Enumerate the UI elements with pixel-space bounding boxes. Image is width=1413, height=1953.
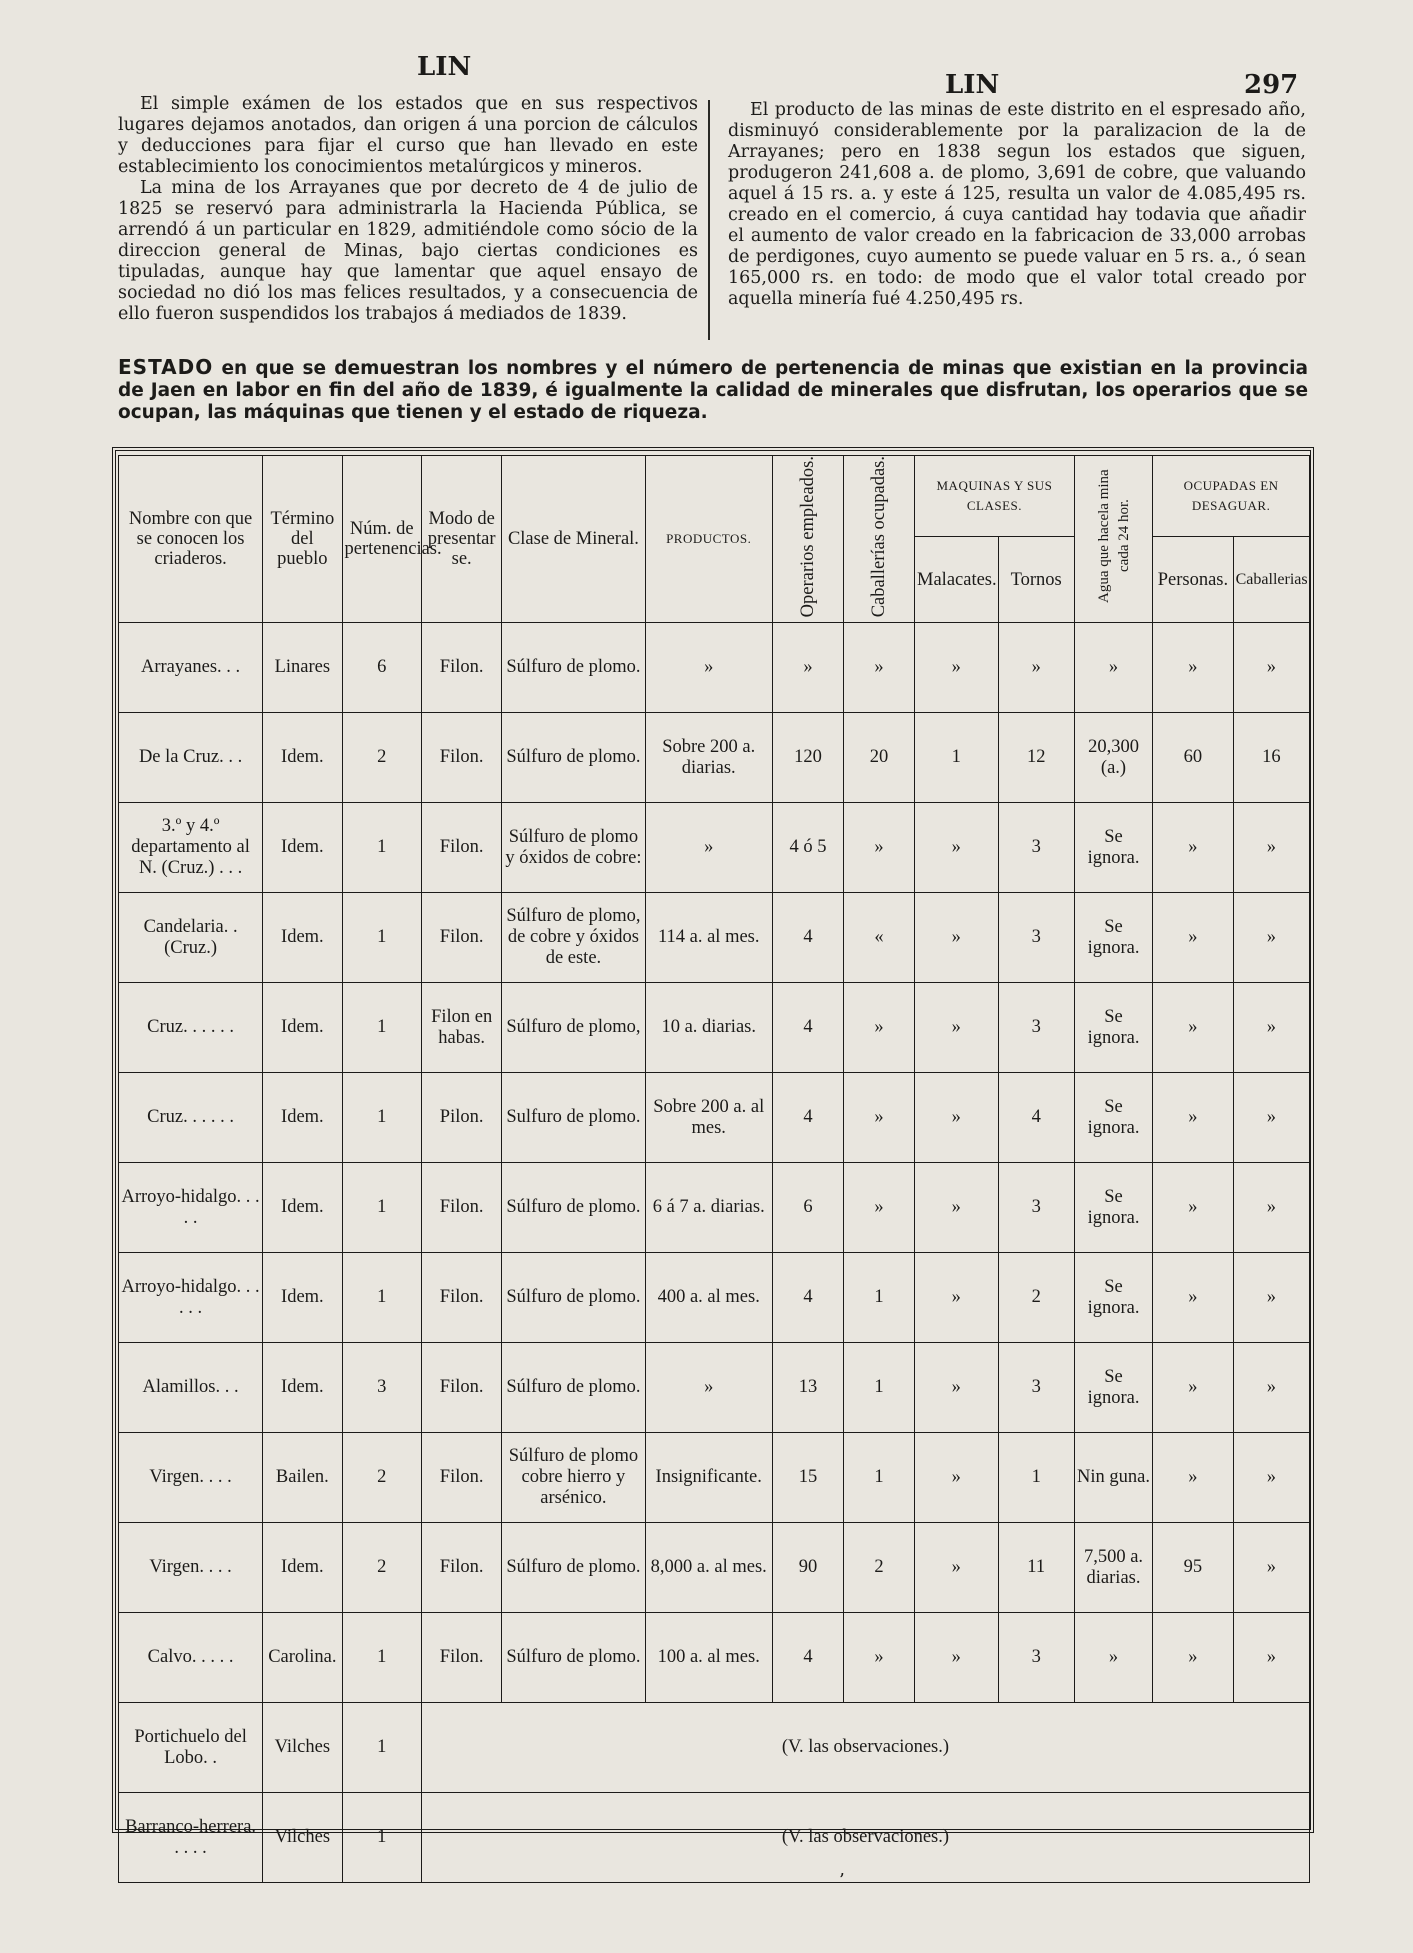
cell-malacates: » (915, 803, 999, 893)
col-num: Núm. de pertenencias. (342, 456, 421, 623)
cell-modo: Filon. (421, 713, 501, 803)
cell-nombre: Virgen. . . . (119, 1523, 263, 1613)
cell-malacates: » (915, 893, 999, 983)
cell-operarios: 4 (772, 893, 843, 983)
cell-operarios: 90 (772, 1523, 843, 1613)
cell-cab: » (1233, 1073, 1309, 1163)
cell-nombre: Barranco-herrera. . . . . (119, 1793, 263, 1883)
table-row (119, 1523, 1310, 1613)
cell-nombre: Arroyo-hidalgo. . . . . (119, 1163, 263, 1253)
cell-operarios: 4 ó 5 (772, 803, 843, 893)
cell-operarios: 6 (772, 1163, 843, 1253)
cell-agua: » (1074, 1613, 1152, 1703)
col-tornos: Tornos (998, 537, 1074, 623)
table-title (118, 356, 1308, 424)
cell-nombre: De la Cruz. . . (119, 713, 263, 803)
cell-agua: Nin guna. (1074, 1433, 1152, 1523)
cell-cab: » (1233, 1163, 1309, 1253)
cell-operarios: 4 (772, 1073, 843, 1163)
cell-tornos: 3 (998, 803, 1074, 893)
cell-num: 1 (342, 803, 421, 893)
cell-personas: » (1153, 1253, 1233, 1343)
left-column-text (118, 94, 698, 325)
cell-productos: Insignificante. (645, 1433, 772, 1523)
table-row (119, 803, 1310, 893)
cell-cab: » (1233, 1433, 1309, 1523)
cell-observaciones: (V. las observaciones.) (421, 1703, 1309, 1793)
col-operarios-label: Operarios empleados. (797, 456, 818, 618)
cell-tornos: 4 (998, 1073, 1074, 1163)
cell-caballerias: « (843, 893, 914, 983)
cell-termino: Vilches (263, 1703, 342, 1793)
cell-malacates: » (915, 983, 999, 1073)
cell-personas: » (1153, 1163, 1233, 1253)
cell-caballerias: » (843, 1613, 914, 1703)
cell-operarios: 4 (772, 1253, 843, 1343)
cell-nombre: Arrayanes. . . (119, 623, 263, 713)
cell-clase: Súlfuro de plomo. (502, 623, 645, 713)
cell-modo: Filon. (421, 1253, 501, 1343)
cell-operarios: 120 (772, 713, 843, 803)
cell-nombre: Cruz. . . . . . (119, 1073, 263, 1163)
cell-caballerias: 20 (843, 713, 914, 803)
cell-nombre: Calvo. . . . . (119, 1613, 263, 1703)
cell-nombre: Arroyo-hidalgo. . . . . . (119, 1253, 263, 1343)
cell-malacates: » (915, 1343, 999, 1433)
cell-agua: Se ignora. (1074, 1253, 1152, 1343)
cell-clase: Súlfuro de plomo. (502, 1613, 645, 1703)
cell-caballerias: 1 (843, 1433, 914, 1523)
cell-productos: 6 á 7 a. diarias. (645, 1163, 772, 1253)
cell-nombre: Virgen. . . . (119, 1433, 263, 1523)
cell-agua: Se ignora. (1074, 803, 1152, 893)
cell-modo: Filon. (421, 1433, 501, 1523)
cell-caballerias: » (843, 1163, 914, 1253)
col-personas: Personas. (1153, 537, 1233, 623)
cell-termino: Linares (263, 623, 342, 713)
table-row (119, 1343, 1310, 1433)
col-agua (1074, 456, 1152, 623)
cell-num: 6 (342, 623, 421, 713)
cell-agua: Se ignora. (1074, 1073, 1152, 1163)
cell-caballerias: 1 (843, 1253, 914, 1343)
table-header (119, 456, 1310, 623)
cell-personas: 95 (1153, 1523, 1233, 1613)
col-caballerias-label: Caballerías ocupadas. (869, 456, 889, 618)
cell-tornos: » (998, 623, 1074, 713)
cell-operarios: 4 (772, 983, 843, 1073)
cell-cab: » (1233, 983, 1309, 1073)
cell-num: 1 (342, 893, 421, 983)
cell-tornos: 3 (998, 1613, 1074, 1703)
cell-tornos: 2 (998, 1253, 1074, 1343)
cell-num: 1 (342, 1073, 421, 1163)
cell-malacates: » (915, 1073, 999, 1163)
table-row (119, 1073, 1310, 1163)
cell-clase: Súlfuro de plomo cobre hierro y arsénico. (502, 1433, 645, 1523)
paragraph: El simple exámen de los estados que en sus respectivos lugares dejamos anotados, dan origen á una porcion de cálculos y deducciones para fijar el curso que han llevado en este establecimiento los conocimientos metalúrgicos y mineros. (118, 94, 698, 177)
cell-productos: 400 a. al mes. (645, 1253, 772, 1343)
table-row-observation (119, 1793, 1310, 1883)
cell-cab: » (1233, 803, 1309, 893)
cell-productos: 100 a. al mes. (645, 1613, 772, 1703)
cell-malacates: » (915, 623, 999, 713)
cell-agua: Se ignora. (1074, 893, 1152, 983)
column-divider (708, 100, 710, 340)
cell-productos: Sobre 200 a. al mes. (645, 1073, 772, 1163)
cell-personas: » (1153, 1433, 1233, 1523)
cell-agua: 20,300 (a.) (1074, 713, 1152, 803)
cell-tornos: 11 (998, 1523, 1074, 1613)
table-title-text: en que se demuestran los nombres y el número de pertenencia de minas que existian en la provincia de Jaen en labor en fin del año de 1839, é igualmente la calidad de minerales que disfrutan, los operarios que se ocupan, las máquinas que tienen y el estado de riqueza. (118, 358, 1308, 423)
cell-caballerias: » (843, 623, 914, 713)
cell-tornos: 1 (998, 1433, 1074, 1523)
cell-termino: Idem. (263, 1163, 342, 1253)
cell-cab: 16 (1233, 713, 1309, 803)
table-row (119, 983, 1310, 1073)
cell-modo: Filon. (421, 1343, 501, 1433)
col-caballerias-desague: Caballerias (1233, 537, 1309, 623)
cell-clase: Súlfuro de plomo. (502, 1253, 645, 1343)
table-row (119, 893, 1310, 983)
cell-termino: Idem. (263, 1523, 342, 1613)
cell-cab: » (1233, 1523, 1309, 1613)
cell-tornos: 3 (998, 893, 1074, 983)
cell-personas: » (1153, 1343, 1233, 1433)
running-head-left: LIN (417, 52, 472, 82)
cell-clase: Súlfuro de plomo. (502, 1163, 645, 1253)
table-body (119, 623, 1310, 1883)
col-operarios (772, 456, 843, 623)
cell-caballerias: » (843, 1073, 914, 1163)
cell-caballerias: » (843, 983, 914, 1073)
cell-malacates: » (915, 1523, 999, 1613)
cell-modo: Pilon. (421, 1073, 501, 1163)
cell-caballerias: 1 (843, 1343, 914, 1433)
cell-nombre: Cruz. . . . . . (119, 983, 263, 1073)
cell-modo: Filon. (421, 1523, 501, 1613)
col-productos: PRODUCTOS. (645, 456, 772, 623)
cell-num: 2 (342, 1433, 421, 1523)
cell-tornos: 12 (998, 713, 1074, 803)
table-row (119, 1253, 1310, 1343)
cell-clase: Súlfuro de plomo. (502, 713, 645, 803)
paragraph: La mina de los Arrayanes que por decreto de 4 de julio de 1825 se reservó para administrarla la Hacienda Pública, se arrendó á un particular en 1829, admitiéndole como sócio de la direccion general de Minas, bajo ciertas condiciones es tipuladas, aunque hay que lamentar que aquel ensayo de sociedad no dió los mas felices resultados, y a consecuencia de ello fueron suspendidos los trabajos á mediados de 1839. (118, 178, 698, 324)
right-column-text (728, 100, 1306, 310)
cell-num: 2 (342, 1523, 421, 1613)
cell-modo: Filon. (421, 803, 501, 893)
cell-termino: Idem. (263, 803, 342, 893)
cell-personas: » (1153, 803, 1233, 893)
cell-termino: Idem. (263, 983, 342, 1073)
col-maquinas: MAQUINAS Y SUS CLASES. (915, 456, 1075, 537)
cell-clase: Súlfuro de plomo, de cobre y óxidos de este. (502, 893, 645, 983)
cell-num: 1 (342, 1163, 421, 1253)
cell-clase: Sulfuro de plomo. (502, 1073, 645, 1163)
cell-operarios: 15 (772, 1433, 843, 1523)
col-nombre: Nombre con que se conocen los criaderos. (119, 456, 263, 623)
table-row (119, 623, 1310, 713)
cell-productos: 8,000 a. al mes. (645, 1523, 772, 1613)
cell-caballerias: 2 (843, 1523, 914, 1613)
col-clase: Clase de Mineral. (502, 456, 645, 623)
table-row (119, 1433, 1310, 1523)
col-termino: Término del pueblo (263, 456, 342, 623)
col-modo: Modo de presentar se. (421, 456, 501, 623)
cell-tornos: 3 (998, 1343, 1074, 1433)
cell-modo: Filon en habas. (421, 983, 501, 1073)
cell-personas: » (1153, 893, 1233, 983)
cell-operarios: 4 (772, 1613, 843, 1703)
cell-malacates: » (915, 1253, 999, 1343)
cell-num: 1 (342, 1613, 421, 1703)
cell-termino: Idem. (263, 893, 342, 983)
cell-malacates: » (915, 1163, 999, 1253)
running-head-right: LIN (945, 70, 1000, 100)
cell-operarios: 13 (772, 1343, 843, 1433)
cell-productos: » (645, 623, 772, 713)
col-agua-label: Agua que hacela mina cada 24 hor. (1095, 469, 1132, 604)
cell-personas: » (1153, 623, 1233, 713)
cell-modo: Filon. (421, 893, 501, 983)
cell-agua: Se ignora. (1074, 1343, 1152, 1433)
cell-termino: Vilches (263, 1793, 342, 1883)
cell-agua: Se ignora. (1074, 1163, 1152, 1253)
cell-cab: » (1233, 1343, 1309, 1433)
cell-productos: » (645, 803, 772, 893)
mines-table (118, 455, 1310, 1883)
cell-num: 2 (342, 713, 421, 803)
cell-malacates: 1 (915, 713, 999, 803)
cell-num: 3 (342, 1343, 421, 1433)
cell-productos: » (645, 1343, 772, 1433)
cell-clase: Súlfuro de plomo. (502, 1523, 645, 1613)
cell-num: 1 (342, 1253, 421, 1343)
col-malacates: Malacates. (915, 537, 999, 623)
cell-productos: 114 a. al mes. (645, 893, 772, 983)
cell-modo: Filon. (421, 1163, 501, 1253)
cell-observaciones: (V. las observaciones.) (421, 1793, 1309, 1883)
cell-cab: » (1233, 1253, 1309, 1343)
cell-nombre: Alamillos. . . (119, 1343, 263, 1433)
cell-personas: » (1153, 1073, 1233, 1163)
cell-cab: » (1233, 623, 1309, 713)
cell-personas: » (1153, 1613, 1233, 1703)
cell-termino: Idem. (263, 1343, 342, 1433)
cell-operarios: » (772, 623, 843, 713)
cell-termino: Bailen. (263, 1433, 342, 1523)
col-caballerias (843, 456, 914, 623)
paragraph: El producto de las minas de este distrito en el espresado año, disminuyó considerablemente por la paralizacion de la de Arrayanes; pero en 1838 segun los estados que siguen, produgeron 241,608 a. de plomo, 3,691 de cobre, que valuando aquel á 15 rs. a. y este á 125, resulta un valor de 4.085,495 rs. creado en el comercio, á cuya cantidad hay todavia que añadir el aumento de valor creado en la fabricacion de 33,000 arrobas de perdigones, cuyo aumento se puede valuar en 5 rs. a., ó sean 165,000 rs. en todo: de modo que el valor total creado por aquella minería fué 4.250,495 rs. (728, 100, 1306, 309)
cell-num: 1 (342, 983, 421, 1073)
table-row (119, 1163, 1310, 1253)
cell-num: 1 (342, 1703, 421, 1793)
cell-nombre: Candelaria. . (Cruz.) (119, 893, 263, 983)
cell-termino: Idem. (263, 1073, 342, 1163)
cell-productos: Sobre 200 a. diarias. (645, 713, 772, 803)
cell-tornos: 3 (998, 1163, 1074, 1253)
cell-nombre: Portichuelo del Lobo. . (119, 1703, 263, 1793)
cell-malacates: » (915, 1613, 999, 1703)
cell-modo: Filon. (421, 623, 501, 713)
cell-modo: Filon. (421, 1613, 501, 1703)
cell-nombre: 3.º y 4.º departamento al N. (Cruz.) . . . (119, 803, 263, 893)
cell-agua: 7,500 a. diarias. (1074, 1523, 1152, 1613)
cell-termino: Idem. (263, 713, 342, 803)
cell-clase: Súlfuro de plomo y óxidos de cobre: (502, 803, 645, 893)
cell-agua: Se ignora. (1074, 983, 1152, 1073)
cell-cab: » (1233, 1613, 1309, 1703)
col-ocupadas: OCUPADAS EN DESAGUAR. (1153, 456, 1310, 537)
page-number: 297 (1244, 70, 1299, 100)
cell-agua: » (1074, 623, 1152, 713)
table-row (119, 713, 1310, 803)
cell-malacates: » (915, 1433, 999, 1523)
cell-caballerias: » (843, 803, 914, 893)
cell-tornos: 3 (998, 983, 1074, 1073)
cell-termino: Carolina. (263, 1613, 342, 1703)
cell-num: 1 (342, 1793, 421, 1883)
cell-clase: Súlfuro de plomo, (502, 983, 645, 1073)
cell-personas: 60 (1153, 713, 1233, 803)
cell-termino: Idem. (263, 1253, 342, 1343)
cell-clase: Súlfuro de plomo. (502, 1343, 645, 1433)
cell-personas: » (1153, 983, 1233, 1073)
ink-mark: ’ (839, 1870, 845, 1891)
cell-cab: » (1233, 893, 1309, 983)
table-title-lead: ESTADO (118, 355, 214, 379)
cell-productos: 10 a. diarias. (645, 983, 772, 1073)
table-row (119, 1613, 1310, 1703)
table-row-observation (119, 1703, 1310, 1793)
